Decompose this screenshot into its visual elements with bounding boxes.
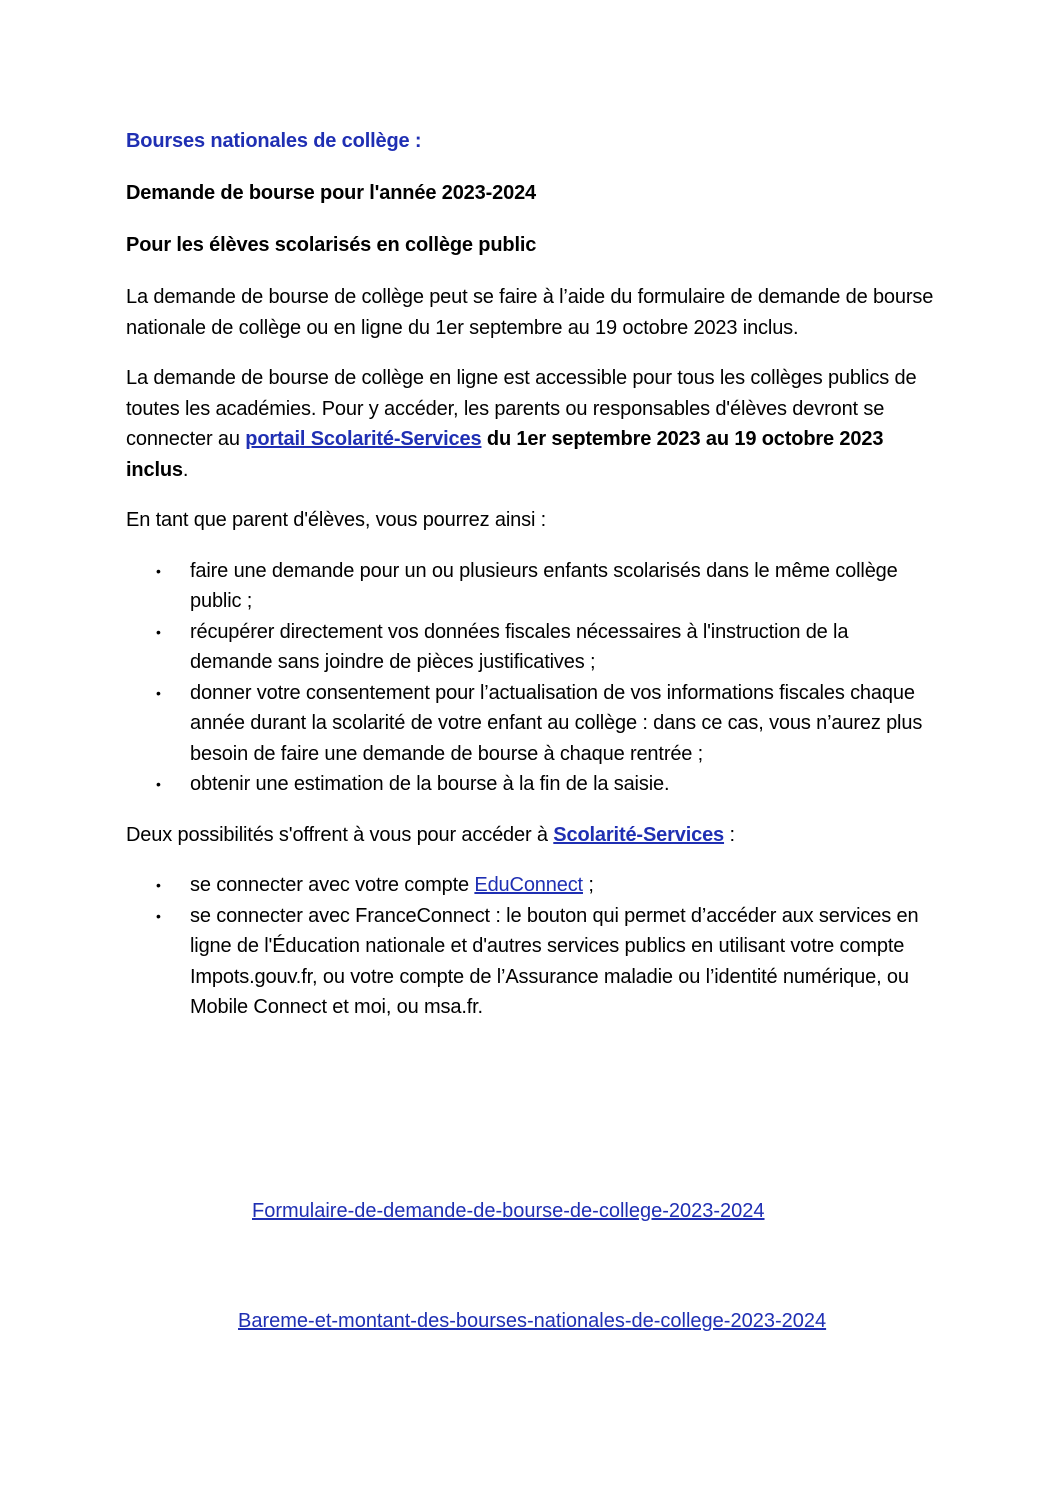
- bullet-icon: •: [156, 562, 161, 579]
- paragraph-online-end: .: [182, 458, 189, 481]
- paragraph-access-options: [126, 820, 936, 851]
- list-item-text: donner votre consentement pour l’actualisation de vos informations fiscales chaque année durant la scolarité de votre enfant au collège : dans ce cas, vous n’aurez plus besoin de faire une demande de bourse à chaque rentrée ;: [190, 681, 923, 765]
- benefits-list: [126, 556, 936, 800]
- scolarite-services-portal-link[interactable]: portail Scolarité-Services: [245, 428, 482, 450]
- bullet-icon: •: [156, 623, 161, 640]
- list-item-end: ;: [582, 874, 594, 896]
- paragraph-access-text: Deux possibilités s'offrent à vous pour accéder à: [126, 823, 554, 846]
- connection-options-list: [126, 870, 936, 1023]
- list-item: [126, 769, 936, 800]
- list-item: [126, 870, 936, 901]
- subheading-public-college: Pour les élèves scolarisés en collège public: [126, 234, 537, 256]
- bareme-download-link[interactable]: Bareme-et-montant-des-bourses-nationales-de-college-2023-2024: [238, 1310, 827, 1332]
- list-item-text: récupérer directement vos données fiscales nécessaires à l'instruction de la demande sans joindre de pièces justificatives ;: [190, 620, 849, 673]
- scolarite-services-link[interactable]: Scolarité-Services: [553, 823, 725, 846]
- paragraph-online-text: La demande de bourse de collège en ligne est accessible pour tous les collèges publics de toutes les académies. Pour y accéder, les parents ou responsables d'élèves devront se connecter au: [126, 367, 917, 450]
- list-item-text: faire une demande pour un ou plusieurs enfants scolarisés dans le même collège public ;: [190, 559, 898, 612]
- form-download-link[interactable]: Formulaire-de-demande-de-bourse-de-college-2023-2024: [252, 1200, 765, 1222]
- educonnect-link[interactable]: EduConnect: [474, 874, 583, 896]
- paragraph-intro: La demande de bourse de collège peut se faire à l’aide du formulaire de demande de bourse nationale de collège ou en ligne du 1er septembre au 19 octobre 2023 inclus.: [126, 286, 934, 339]
- subheading-year: Demande de bourse pour l'année 2023-2024: [126, 182, 537, 204]
- list-item: [126, 556, 936, 617]
- paragraph-access-end: :: [724, 823, 735, 846]
- document-content: [126, 126, 936, 1043]
- list-item-text: se connecter avec votre compte: [190, 874, 475, 896]
- list-item-text: obtenir une estimation de la bourse à la fin de la saisie.: [190, 773, 670, 795]
- page-title: Bourses nationales de collège :: [126, 130, 422, 152]
- paragraph-parents: En tant que parent d'élèves, vous pourrez ainsi :: [126, 509, 547, 531]
- bullet-icon: •: [156, 907, 161, 924]
- bullet-icon: •: [156, 877, 161, 893]
- list-item: [126, 678, 936, 770]
- list-item-text: se connecter avec FranceConnect : le bouton qui permet d’accéder aux services en ligne de l'Éducation nationale et d'autres services publics en utilisant votre compte Impots.gouv.fr, ou votre compte de l’Assurance maladie ou l’identité numérique, ou Mobile Connect et moi, ou msa.fr.: [190, 904, 919, 1018]
- list-item: [126, 901, 936, 1023]
- paragraph-online-access: [126, 363, 936, 485]
- list-item: [126, 617, 936, 678]
- bullet-icon: •: [156, 776, 161, 792]
- paragraph-online-dates: du 1er septembre 2023 au 19 octobre 2023 inclus: [126, 428, 884, 481]
- bullet-icon: •: [156, 684, 161, 701]
